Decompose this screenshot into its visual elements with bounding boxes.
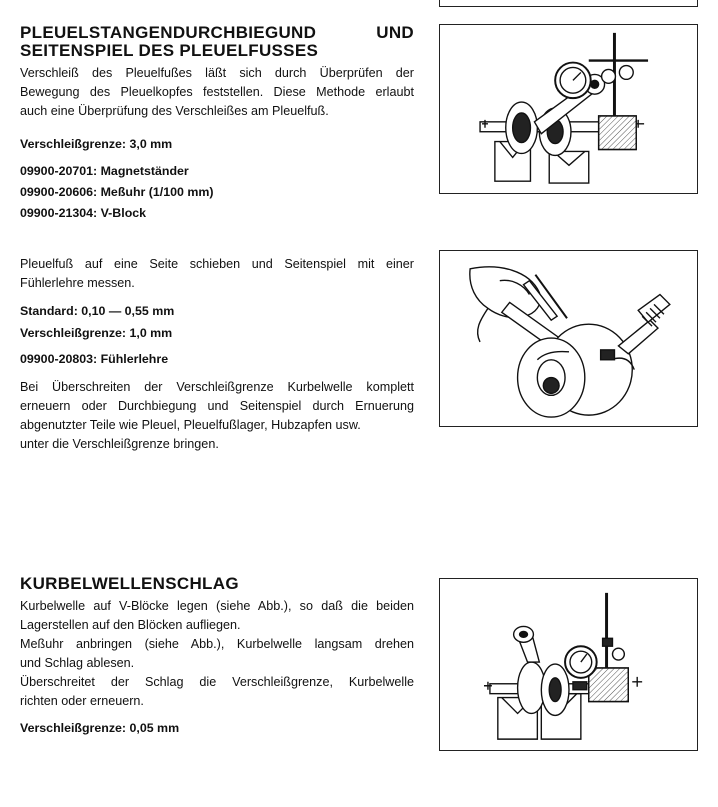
section3-text	[20, 597, 414, 711]
section2-standard: Standard: 0,10 — 0,55 mm	[20, 304, 175, 318]
section1-intro	[20, 64, 414, 121]
section2-note-line: erneuern oder Durchbiegung und Seitenspiel durch Ernuerung	[20, 399, 414, 413]
section1-title-line2: SEITENSPIEL DES PLEUELFUSSES	[20, 41, 319, 60]
figure-crankshaft-runout	[439, 578, 698, 751]
section1-intro-line: Bewegung des Pleuelkopfes feststellen. Diese Methode erlaubt	[20, 85, 414, 99]
section1-title	[20, 24, 414, 60]
section3-wear-limit: Verschleißgrenze: 0,05 mm	[20, 721, 180, 735]
figure-conrod-deflection	[439, 24, 698, 194]
section3-text-line: richten oder erneuern.	[20, 694, 144, 708]
tool-item: 09900-20701: Magnetständer	[20, 164, 189, 178]
section3-text-line: Lagerstellen auf den Blöcken aufliegen.	[20, 618, 241, 632]
figure-crankshaft-runout-illustration	[440, 579, 697, 750]
section2-intro-line: Fühlerlehre messen.	[20, 276, 135, 290]
section-connecting-rod	[20, 24, 414, 60]
section2-note-line: abgenutzter Teile wie Pleuel, Pleuelfußlager, Hubzapfen usw.	[20, 418, 361, 432]
section3-title: KURBELWELLENSCHLAG	[20, 574, 239, 593]
section2-tool: 09900-20803: Fühlerlehre	[20, 352, 169, 366]
section1-wear-limit: Verschleißgrenze: 3,0 mm	[20, 137, 173, 151]
tool-item: 09900-21304: V-Block	[20, 206, 147, 220]
section2-intro	[20, 255, 414, 293]
section1-intro-line: Verschleiß des Pleuelfußes läßt sich durch Überprüfen der	[20, 66, 414, 80]
section2-note-line: unter die Verschleißgrenze bringen.	[20, 437, 219, 451]
figure-side-clearance	[439, 250, 698, 427]
section1-title-suffix: UND	[376, 23, 414, 42]
figure-conrod-deflection-illustration	[440, 25, 697, 193]
previous-figure-frame	[439, 0, 698, 7]
section3-text-line: Meßuhr anbringen (siehe Abb.), Kurbelwelle langsam drehen	[20, 637, 414, 651]
section3-text-line: Überschreitet der Schlag die Verschleißgrenze, Kurbelwelle	[20, 675, 414, 689]
section1-tool-list	[20, 161, 214, 224]
section3-text-line: Kurbelwelle auf V-Blöcke legen (siehe Abb.), so daß die beiden	[20, 599, 414, 613]
tool-item: 09900-20606: Meßuhr (1/100 mm)	[20, 185, 214, 199]
section3-text-line: und Schlag ablesen.	[20, 656, 135, 670]
section2-note-line: Bei Überschreiten der Verschleißgrenze Kurbelwelle komplett	[20, 380, 414, 394]
section2-wear-limit: Verschleißgrenze: 1,0 mm	[20, 326, 173, 340]
section2-note	[20, 378, 414, 454]
section1-intro-line: auch eine Überprüfung des Verschleißes am Pleuelfuß.	[20, 104, 329, 118]
section2-intro-line: Pleuelfuß auf eine Seite schieben und Seitenspiel mit einer	[20, 257, 414, 271]
figure-side-clearance-illustration	[440, 251, 697, 426]
section1-title-line1: PLEUELSTANGENDURCHBIEGUND	[20, 23, 317, 42]
